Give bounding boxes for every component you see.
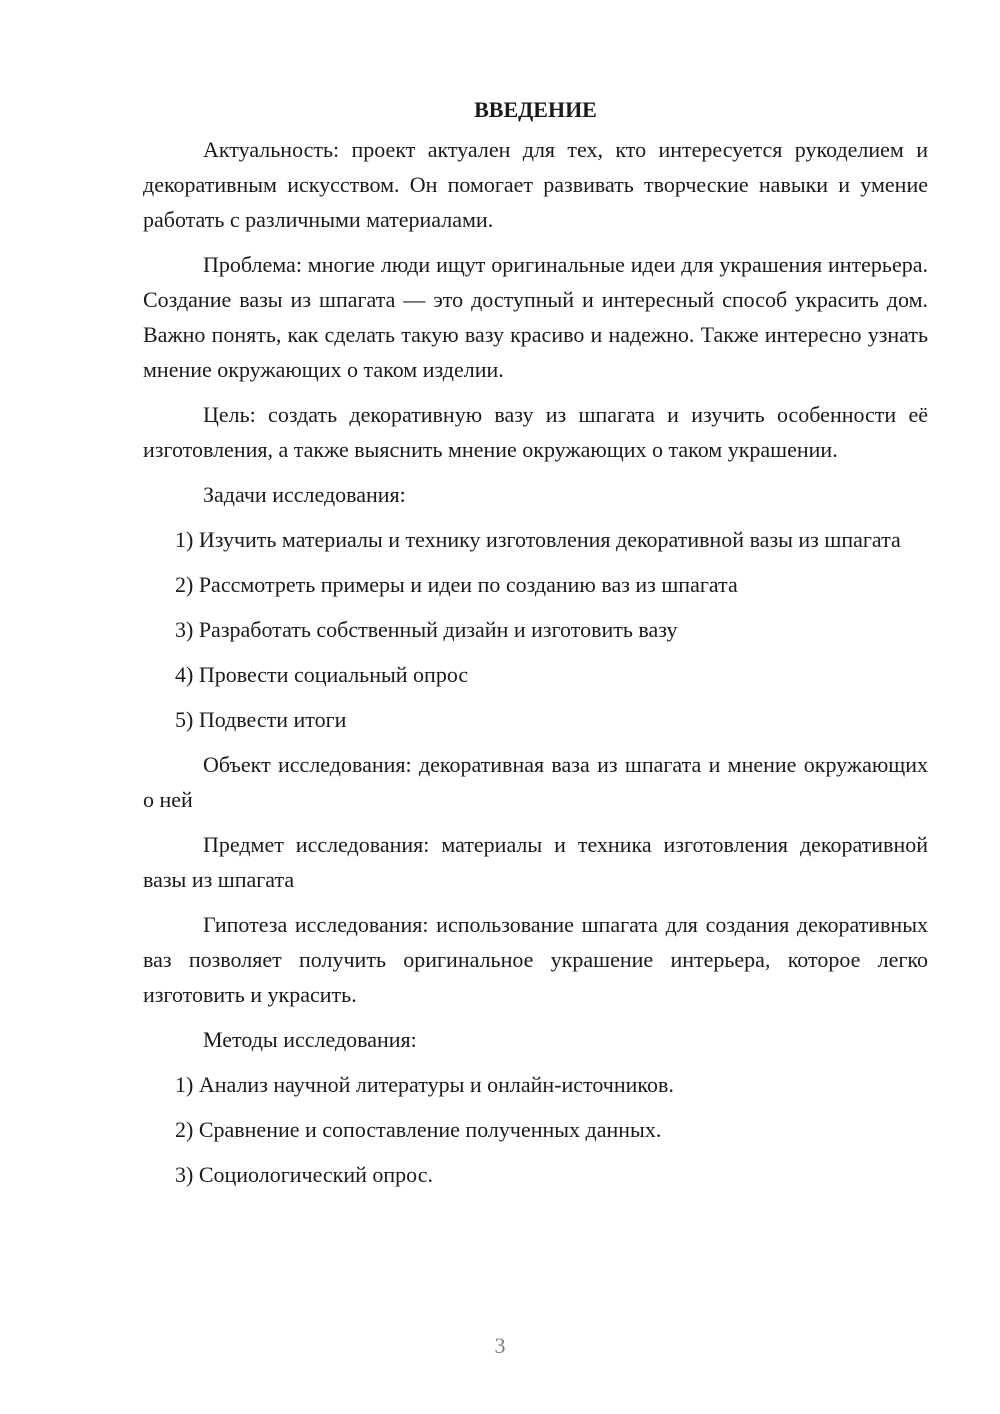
document-page [143,92,928,1202]
tasks-heading: Задачи исследования: [203,482,406,507]
relevance-paragraph: Актуальность: проект актуален для тех, кто интересуется рукоделием и декоративным искусством. Он помогает развивать творческие навыки и умение работать с различными материалами. [143,137,928,232]
hypothesis-paragraph: Гипотеза исследования: использование шпагата для создания декоративных ваз позволяет получить оригинальное украшение интерьера, которое легко изготовить и украсить. [143,912,928,1007]
object-paragraph: Объект исследования: декоративная ваза из шпагата и мнение окружающих о ней [143,752,928,812]
subject-paragraph: Предмет исследования: материалы и техника изготовления декоративной вазы из шпагата [143,832,928,892]
goal-paragraph: Цель: создать декоративную вазу из шпагата и изучить особенности её изготовления, а также выяснить мнение окружающих о таком украшении. [143,402,928,462]
page-number: 3 [494,1333,506,1358]
task-item: 2) Рассмотреть примеры и идеи по созданию ваз из шпагата [175,572,738,597]
task-item: 3) Разработать собственный дизайн и изготовить вазу [175,617,678,642]
method-item: 3) Социологический опрос. [175,1162,433,1187]
task-item: 4) Провести социальный опрос [175,662,469,687]
method-item: 2) Сравнение и сопоставление полученных данных. [175,1117,662,1142]
task-item: 5) Подвести итоги [175,707,347,732]
page-title: ВВЕДЕНИЕ [474,97,597,122]
methods-heading: Методы исследования: [203,1027,417,1052]
task-item: 1) Изучить материалы и технику изготовления декоративной вазы из шпагата [175,527,901,552]
problem-paragraph: Проблема: многие люди ищут оригинальные идеи для украшения интерьера. Создание вазы из шпагата — это доступный и интересный способ украсить дом. Важно понять, как сделать такую вазу красиво и надежно. Также интересно узнать мнение окружающих о таком изделии. [143,252,928,382]
method-item: 1) Анализ научной литературы и онлайн-источников. [175,1072,674,1097]
